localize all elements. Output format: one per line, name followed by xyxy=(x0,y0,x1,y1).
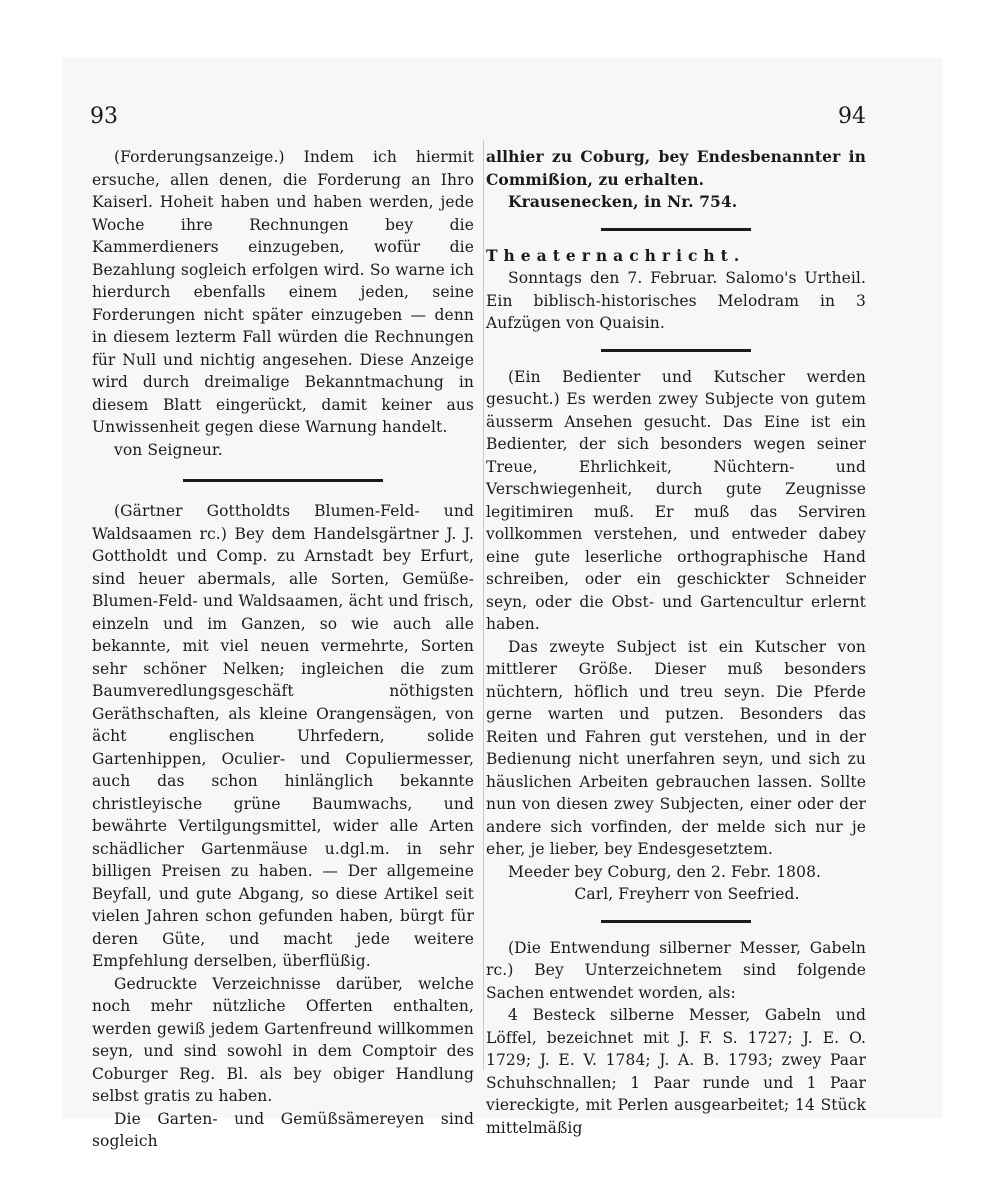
notice-paragraph: Gedruckte Verzeichnisse darüber, welche noch mehr nützliche Offerten enthalten, werden gewiß jedem Gartenfreund willkommen seyn, und sind sowohl in dem Comptoir des Coburger Reg. Bl. als bey obiger Handlung selbst gratis zu haben. xyxy=(92,974,474,1105)
left-column xyxy=(92,146,474,1153)
notice-theater xyxy=(486,245,866,335)
notice-signature: von Seigneur. xyxy=(114,440,223,459)
column-divider xyxy=(483,140,484,1070)
notice-paragraph: Das zweyte Subject ist ein Kutscher von mittlerer Größe. Dieser muß besonders nüchtern, höflich und treu seyn. Die Pferde gerne warten und putzen. Besonders das Reiten und Fahren gut verstehen, und in der Bedienung nicht unerfahren seyn, und sich zu häuslichen Arbeiten gebrauchen lassen. Sollte nun von diesen zwey Subjecten, einer oder der andere sich vorfinden, der melde sich nur je eher, je lieber, bey Endesgesetztem. xyxy=(486,637,866,858)
right-column xyxy=(486,146,866,1139)
notice-paragraph: Die Garten- und Gemüßsämereyen sind sogleich xyxy=(92,1109,474,1150)
theater-text: Sonntags den 7. Februar. Salomo's Urtheil. Ein biblisch-historisches Melodram in 3 Aufzügen von Quaisin. xyxy=(486,269,866,332)
notice-entwendung xyxy=(486,937,866,1140)
page-number-right: 94 xyxy=(838,104,866,129)
notice-text: (Forderungsanzeige.) Indem ich hiermit ersuche, allen denen, die Forderung an Ihro Kaiserl. Hoheit haben und haben werden, jede Woche ihre Rechnungen bey die Kammerdieners einzugeben, wofür die Bezahlung sogleich erfolgen wird. So warne ich hierdurch ebenfalls einem jeden, seine Forderungen nicht später einzugeben — denn in diesem lezterm Fall würden die Rechnungen für Null und nichtig angesehen. Diese Anzeige wird durch dreimalige Bekanntmachung in diesem Blatt eingerückt, damit keiner aus Unwissenheit gegen diese Warnung handelt. xyxy=(92,148,474,436)
page-number-left: 93 xyxy=(90,104,118,129)
notice-forderungsanzeige xyxy=(92,146,474,461)
notice-item: 4 Besteck silberne Messer, Gabeln und Löffel, bezeichnet mit J. F. S. 1727; J. E. O. 1729; J. E. V. 1784; J. A. B. 1793; zwey Paar Schuhschnallen; 1 Paar runde und 1 Paar viereckigte, mit Perlen ausgearbeitet; 14 Stück mittelmäßig xyxy=(486,1006,866,1137)
notice-gaertner xyxy=(92,500,474,1153)
notice-text: (Ein Bedienter und Kutscher werden gesucht.) Es werden zwey Subjecte von gutem äusserm Ansehen gesucht. Das Eine ist ein Bedienter, der sich besonders wegen seiner Treue, Ehrlichkeit, Nüchtern- und Verschwiegenheit, durch gute Zeugnisse legitimiren muß. Er muß das Serviren vollkommen verstehen, und entweder dabey eine gute leserliche orthographische Hand schreiben, oder ein geschickter Schneider seyn, oder die Obst- und Gartencultur erlernt haben. xyxy=(486,367,866,633)
notice-place-date: Meeder bey Coburg, den 2. Febr. 1808. xyxy=(508,862,822,881)
continuation-text: allhier zu Coburg, bey Endesbenannter in Commißion, zu erhalten. xyxy=(486,147,866,189)
notice-signature: Carl, Freyherr von Seefried. xyxy=(574,885,800,903)
notice-text: (Die Entwendung silberner Messer, Gabeln rc.) Bey Unterzeichnetem sind folgende Sachen entwendet worden, als: xyxy=(486,938,866,1002)
notice-bedienter xyxy=(486,366,866,906)
continuation-signature: Krausenecken, in Nr. 754. xyxy=(508,192,738,211)
notice-text: (Gärtner Gottholdts Blumen-Feld- und Waldsaamen rc.) Bey dem Handelsgärtner J. J. Gottholdt und Comp. zu Arnstadt bey Erfurt, sind heuer abermals, alle Sorten, Gemüße-Blumen-Feld- und Waldsaamen, ächt und frisch, einzeln und im Ganzen, so wie auch alle bekannte, mit viel neuen vermehrte, Sorten sehr schöner Nelken; ingleichen die zum Baumveredlungsgeschäft nöthigsten Geräthschaften, als kleine Orangensägen, von ächt englischen Uhrfedern, solide Gartenhippen, Oculier- und Copuliermesser, auch das schon hinlänglich bekannte christleyische grüne Baumwachs, und bewährte Vertilgungsmittel, wider alle Arten schädlicher Gartenmäuse u.dgl.m. in sehr billigen Preisen zu haben. — Der allgemeine Beyfall, und gute Abgang, so diese Artikel seit vielen Jahren schon gefunden haben, bürgt für deren Güte, und macht jede weitere Empfehlung derselben, überflüßig. xyxy=(92,502,474,970)
section-rule xyxy=(601,920,751,923)
section-rule xyxy=(601,349,751,352)
theater-heading: Theaternachricht. xyxy=(486,245,746,265)
notice-continuation xyxy=(486,146,866,214)
section-rule xyxy=(183,479,383,482)
section-rule xyxy=(601,228,751,231)
